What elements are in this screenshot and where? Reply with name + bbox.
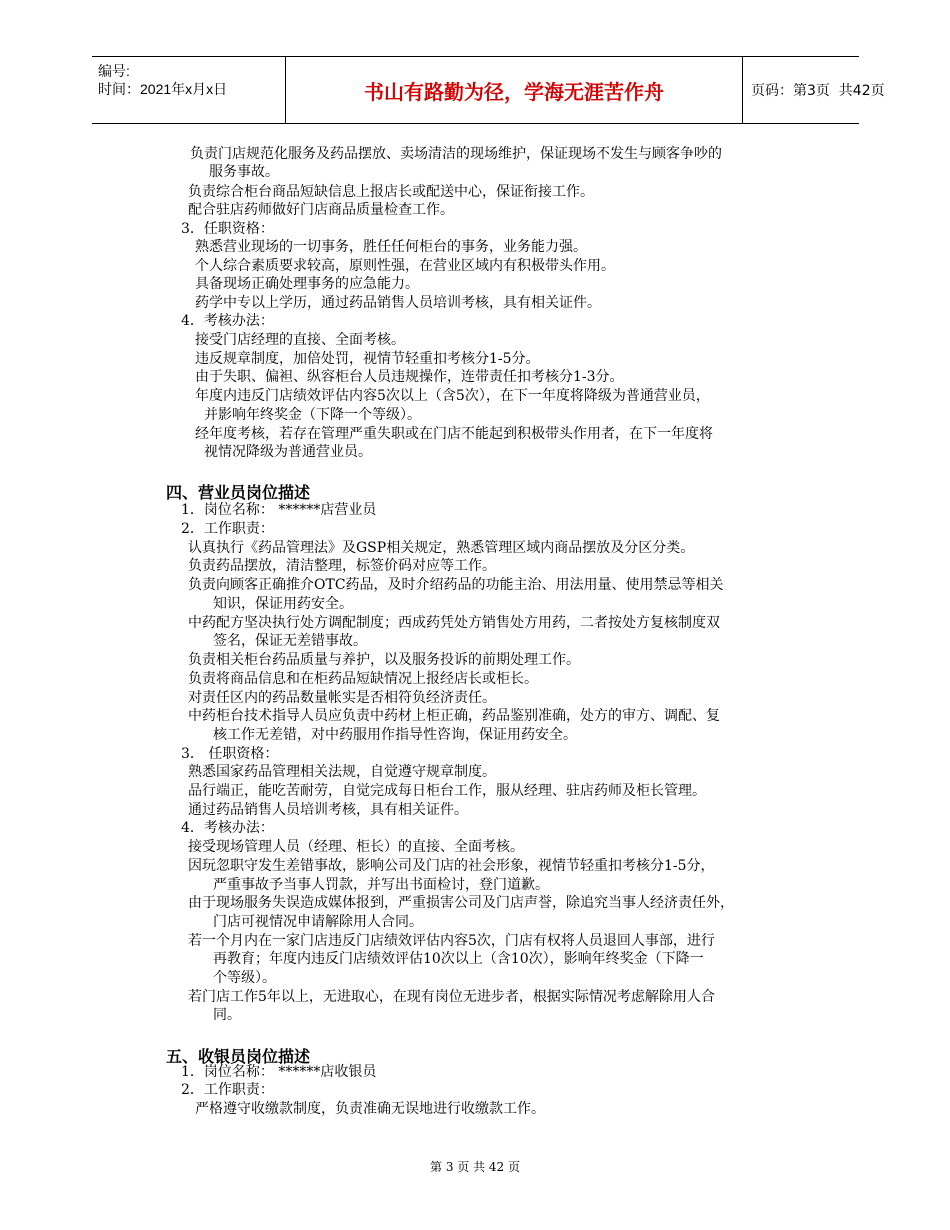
- body-line: 接受门店经理的直接、全面考核。: [195, 332, 405, 348]
- body-line: 3．任职资格：: [181, 221, 274, 237]
- body-line: 知识，保证用药安全。: [213, 596, 353, 612]
- body-line: 接受现场管理人员（经理、柜长）的直接、全面考核。: [188, 839, 524, 855]
- body-line: 具备现场正确处理事务的应急能力。: [195, 276, 419, 292]
- body-line: 同。: [213, 1007, 241, 1023]
- body-line: 品行端正，能吃苦耐劳，自觉完成每日柜台工作，服从经理、驻店药师及柜长管理。: [188, 783, 706, 799]
- body-line: 门店可视情况申请解除用人合同。: [213, 914, 423, 930]
- body-line: 配合驻店药师做好门店商品质量检查工作。: [188, 202, 454, 218]
- body-line: 负责药品摆放，清洁整理，标签价码对应等工作。: [188, 558, 496, 574]
- body-line: 个人综合素质要求较高，原则性强，在营业区域内有积极带头作用。: [195, 258, 615, 274]
- body-line: 核工作无差错，对中药服用作指导性咨询，保证用药安全。: [213, 727, 577, 743]
- time-label: 时间：2021年x月x日: [98, 81, 228, 97]
- body-line: 并影响年终奖金（下降一个等级）。: [204, 407, 421, 423]
- page-header: [92, 56, 885, 124]
- body-line: 负责将商品信息和在柜药品短缺情况上报经店长或柜长。: [188, 671, 538, 687]
- body-line: 3． 任职资格：: [181, 746, 279, 762]
- body-line: 个等级）。: [213, 970, 276, 986]
- body-line: 若门店工作5年以上，无进取心，在现有岗位无进步者，根据实际情况考虑解除用人合: [188, 989, 715, 1005]
- motto-text: 书山有路勤为径，学海无涯苦作舟: [364, 79, 664, 104]
- body-line: 4．考核办法：: [181, 820, 274, 836]
- body-line: 2．工作职责：: [181, 521, 274, 537]
- body-line: 严格遵守收缴款制度，负责准确无误地进行收缴款工作。: [195, 1101, 545, 1117]
- body-line: 因玩忽职守发生差错事故，影响公司及门店的社会形象，视情节轻重扣考核分1-5分，: [188, 858, 715, 874]
- header-motto: [286, 57, 743, 123]
- body-line: 视情况降级为普通营业员。: [204, 444, 372, 460]
- body-line: 熟悉国家药品管理相关法规，自觉遵守规章制度。: [188, 764, 496, 780]
- body-line: 对责任区内的药品数量帐实是否相符负经济责任。: [188, 690, 496, 706]
- header-page: [743, 57, 885, 123]
- body-line: 由于现场服务失误造成媒体报到，严重损害公司及门店声誉，除追究当事人经济责任外，: [188, 895, 734, 911]
- section-heading: 五、收银员岗位描述: [166, 1047, 311, 1066]
- body-line: 负责向顾客正确推介OTC药品，及时介绍药品的功能主治、用法用量、使用禁忌等相关: [188, 577, 724, 593]
- body-line: 负责门店规范化服务及药品摆放、卖场清洁的现场维护，保证现场不发生与顾客争吵的: [190, 146, 722, 162]
- body-line: 负责综合柜台商品短缺信息上报店长或配送中心，保证衔接工作。: [188, 184, 594, 200]
- body-line: 服务事故。: [209, 164, 279, 180]
- body-line: 再教育；年度内违反门店绩效评估10次以上（含10次），影响年终奖金（下降一: [213, 951, 704, 967]
- body-line: 由于失职、偏袒、纵容柜台人员违规操作，连带责任扣考核分1-3分。: [195, 369, 624, 385]
- body-line: 经年度考核，若存在管理严重失职或在门店不能起到积极带头作用者，在下一年度将: [195, 426, 713, 442]
- body-line: 负责相关柜台药品质量与养护，以及服务投诉的前期处理工作。: [188, 652, 580, 668]
- section-heading: 四、营业员岗位描述: [166, 483, 311, 502]
- body-line: 年度内违反门店绩效评估内容5次以上（含5次），在下一年度将降级为普通营业员，: [195, 388, 710, 404]
- page-footer: 第 3 页 共 42 页: [430, 1160, 520, 1174]
- body-line: 2．工作职责：: [181, 1082, 274, 1098]
- body-line: 4．考核办法：: [181, 313, 274, 329]
- body-line: 中药柜台技术指导人员应负责中药材上柜正确，药品鉴别准确，处方的审方、调配、复: [188, 708, 720, 724]
- body-line: 药学中专以上学历，通过药品销售人员培训考核，具有相关证件。: [195, 295, 601, 311]
- body-line: 严重事故予当事人罚款，并写出书面检讨，登门道歉。: [213, 877, 549, 893]
- body-line: 违反规章制度，加倍处罚，视情节轻重扣考核分1-5分。: [195, 351, 540, 367]
- body-line: 熟悉营业现场的一切事务，胜任任何柜台的事务，业务能力强。: [195, 239, 587, 255]
- body-line: 若一个月内在一家门店违反门店绩效评估内容5次，门店有权将人员退回人事部，进行: [188, 933, 715, 949]
- body-line: 1．岗位名称： ******店收银员: [181, 1064, 377, 1080]
- body-line: 签名，保证无差错事故。: [213, 633, 367, 649]
- body-line: 通过药品销售人员培训考核，具有相关证件。: [188, 802, 468, 818]
- body-line: 1．岗位名称： ******店营业员: [181, 502, 377, 518]
- body-line: 认真执行《药品管理法》及GSP相关规定，熟悉管理区域内商品摆放及分区分类。: [188, 540, 695, 556]
- header-meta: [92, 57, 286, 123]
- serial-label: 编号:: [98, 63, 130, 79]
- body-line: 中药配方坚决执行处方调配制度；西成药凭处方销售处方用药，二者按处方复核制度双: [188, 615, 720, 631]
- page-label: 页码：第3页 共42页: [751, 83, 885, 99]
